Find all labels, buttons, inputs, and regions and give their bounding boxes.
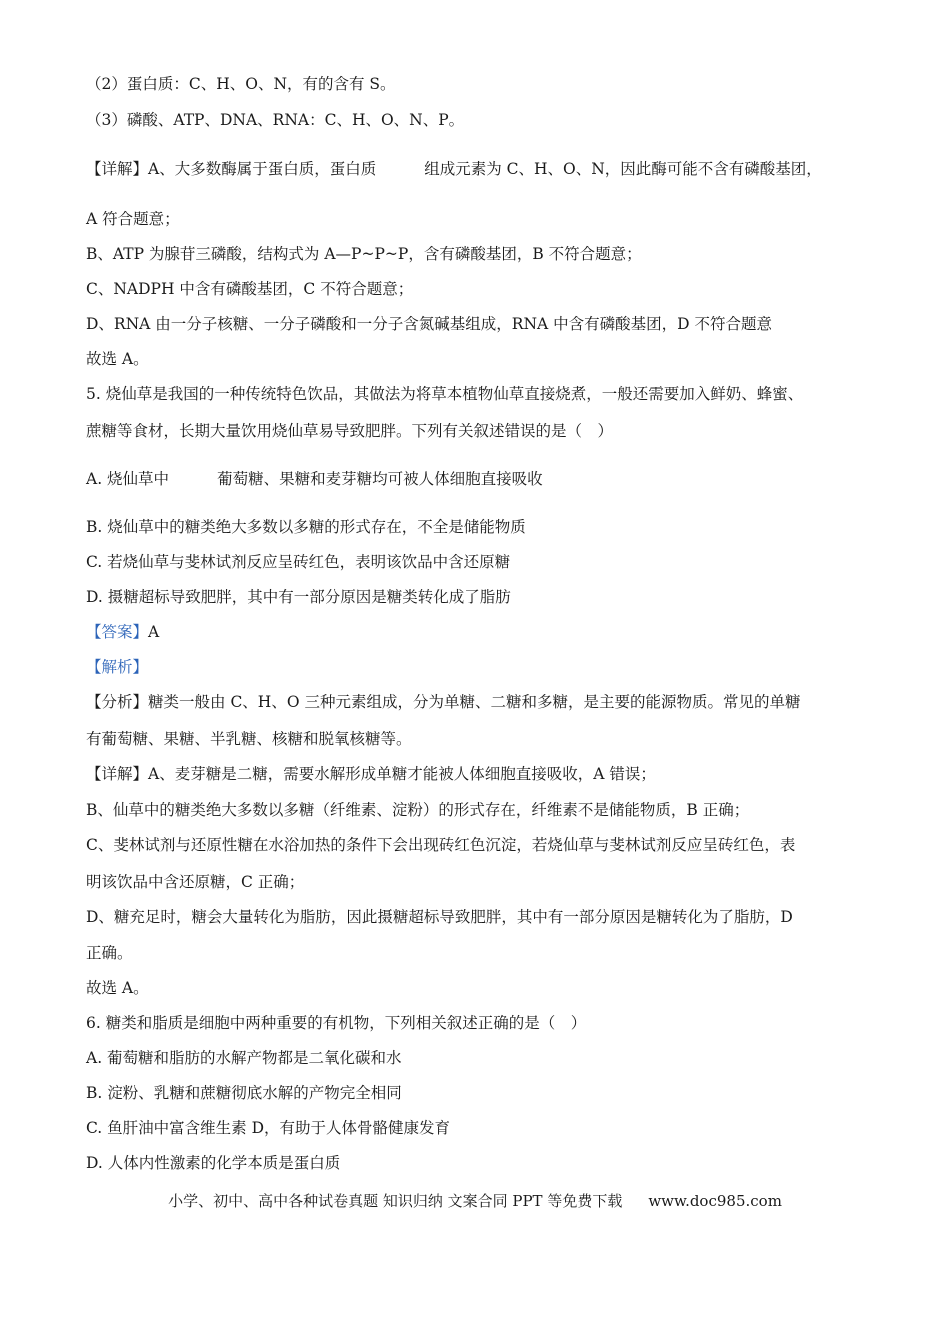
text-line: B、仙草中的糖类绝大多数以多糖（纤维素、淀粉）的形式存在，纤维素不是储能物质，B 正确； <box>86 801 750 819</box>
question-6-option-c: C. 鱼肝油中富含维生素 D，有助于人体骨骼健康发育 <box>86 1119 451 1137</box>
page-footer <box>0 1190 950 1212</box>
text-span: A. 烧仙草中 <box>86 470 170 488</box>
detail-tag: 【详解】 <box>86 765 149 783</box>
text-line: D、RNA 由一分子核糖、一分子磷酸和一分子含氮碱基组成，RNA 中含有磷酸基团，D 不符合题意 <box>86 315 772 333</box>
footer-text: 小学、初中、高中各种试卷真题 知识归纳 文案合同 PPT 等免费下载 <box>168 1192 623 1210</box>
question-5-option-d: D. 摄糖超标导致肥胖，其中有一部分原因是糖类转化成了脂肪 <box>86 588 511 606</box>
text-line: 故选 A。 <box>86 979 149 997</box>
answer-tag: 【答案】 <box>86 623 149 641</box>
detail-line <box>86 763 880 785</box>
text-span: 糖类一般由 C、H、O 三种元素组成，分为单糖、二糖和多糖，是主要的能源物质。常见的单糖 <box>148 693 801 711</box>
text-span: 葡萄糖、果糖和麦芽糖均可被人体细胞直接吸收 <box>217 470 543 488</box>
text-line: A 符合题意； <box>86 210 180 228</box>
fenxi-line <box>86 691 880 713</box>
text-span: A、麦芽糖是二糖，需要水解形成单糖才能被人体细胞直接吸收，A 错误； <box>148 765 656 783</box>
text-line: （2）蛋白质：C、H、O、N，有的含有 S。 <box>86 75 396 93</box>
text-line: C、斐林试剂与还原性糖在水浴加热的条件下会出现砖红色沉淀，若烧仙草与斐林试剂反应呈砖红色，表 <box>86 836 796 854</box>
text-span: A、大多数酶属于蛋白质，蛋白质 <box>148 160 377 178</box>
question-6-option-a: A. 葡萄糖和脂肪的水解产物都是二氧化碳和水 <box>86 1049 402 1067</box>
question-5-stem: 5. 烧仙草是我国的一种传统特色饮品，其做法为将草本植物仙草直接烧煮，一般还需要加入鲜奶、蜂蜜、 <box>86 385 804 403</box>
detail-tag: 【详解】 <box>86 160 149 178</box>
question-6-stem: 6. 糖类和脂质是细胞中两种重要的有机物，下列相关叙述正确的是（ ） <box>86 1014 587 1032</box>
text-line: （3）磷酸、ATP、DNA、RNA：C、H、O、N、P。 <box>86 111 465 129</box>
detail-line <box>86 158 880 180</box>
fenxi-tag: 【分析】 <box>86 693 149 711</box>
question-5-option-b: B. 烧仙草中的糖类绝大多数以多糖的形式存在，不全是储能物质 <box>86 518 526 536</box>
answer-line <box>86 621 880 643</box>
question-5-stem: 蔗糖等食材，长期大量饮用烧仙草易导致肥胖。下列有关叙述错误的是（ ） <box>86 422 614 440</box>
question-6-option-b: B. 淀粉、乳糖和蔗糖彻底水解的产物完全相同 <box>86 1084 402 1102</box>
footer-url[interactable]: www.doc985.com <box>648 1192 782 1210</box>
question-5-option-c: C. 若烧仙草与斐林试剂反应呈砖红色，表明该饮品中含还原糖 <box>86 553 511 571</box>
text-span: 组成元素为 C、H、O、N，因此酶可能不含有磷酸基团， <box>424 160 822 178</box>
text-line: 故选 A。 <box>86 350 149 368</box>
question-6-option-d: D. 人体内性激素的化学本质是蛋白质 <box>86 1154 341 1172</box>
text-line: D、糖充足时，糖会大量转化为脂肪，因此摄糖超标导致肥胖，其中有一部分原因是糖转化为了脂肪，D <box>86 908 793 926</box>
text-line: 明该饮品中含还原糖，C 正确； <box>86 873 305 891</box>
text-line: 正确。 <box>86 944 133 962</box>
analysis-tag: 【解析】 <box>86 658 149 676</box>
question-5-option-a <box>86 468 880 490</box>
text-line: B、ATP 为腺苷三磷酸，结构式为 A—P~P~P，含有磷酸基团，B 不符合题意； <box>86 245 642 263</box>
text-line: C、NADPH 中含有磷酸基团，C 不符合题意； <box>86 280 414 298</box>
answer-value: A <box>148 623 160 641</box>
text-line: 有葡萄糖、果糖、半乳糖、核糖和脱氧核糖等。 <box>86 730 412 748</box>
